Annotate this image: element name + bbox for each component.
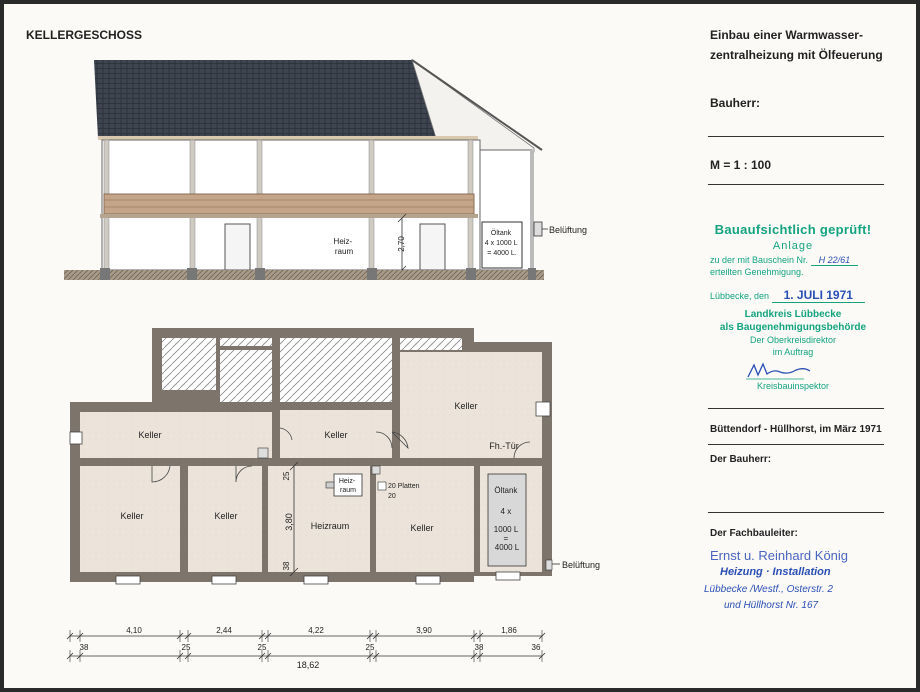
- stair-post: [258, 448, 268, 458]
- dim-top-row: [126, 626, 517, 635]
- stamp-date-line: [710, 288, 865, 302]
- room-heizraum: Heizraum: [310, 521, 350, 531]
- stamp-bottom-line: [708, 408, 884, 409]
- elev-oiltank-label: Öltank 4 x 1000 L = 4000 L.: [484, 230, 518, 257]
- project-title-line1: Einbau einer Warmwasser-: [710, 28, 863, 42]
- scale-line: [708, 184, 884, 185]
- vent-plan: [546, 560, 552, 570]
- stamp-authority4: im Auftrag: [772, 347, 814, 357]
- elev-height-label: 2,70: [397, 236, 406, 252]
- drawing-sheet: [4, 4, 916, 688]
- floor-plan: [4, 4, 704, 688]
- drawing-title: KELLERGESCHOSS: [26, 28, 143, 42]
- scale-label: M = 1 : 100: [710, 158, 772, 172]
- room-keller-top-left: Keller: [138, 430, 162, 440]
- room-keller-top-mid: Keller: [324, 430, 348, 440]
- stamp-authority1: Landkreis Lübbecke: [744, 309, 842, 320]
- stamp-date-prefix: Lübbecke, den: [710, 291, 770, 301]
- unexcavated-5: [220, 338, 272, 346]
- stamp-role: Kreisbauinspektor: [756, 381, 830, 391]
- bauherr-label: Bauherr:: [710, 96, 761, 110]
- room-keller-bottom-left: Keller: [120, 511, 144, 521]
- stamp-signature: [744, 359, 814, 383]
- stamp-permit-prefix: zu der mit Bauschein Nr.: [710, 255, 809, 265]
- dim-38-left: 38: [79, 643, 89, 652]
- stamp-line4: erteilten Genehmigung.: [710, 267, 804, 277]
- contractor-trade: Heizung · Installation: [720, 566, 831, 578]
- dim-410: 4,10: [126, 626, 142, 635]
- room-keller-bottom-2: Keller: [214, 511, 238, 521]
- room-keller-bottom-4: Keller: [410, 523, 434, 533]
- place-date-line: [708, 444, 884, 445]
- contractor-address2: und Hüllhorst Nr. 167: [724, 600, 819, 611]
- stamp-authority3: Der Oberkreisdirektor: [749, 335, 837, 345]
- boiler-flange: [326, 482, 334, 488]
- contractor-address1: Lübbecke /Westf., Osterstr. 2: [704, 584, 833, 595]
- plan-oiltank-label: Öltank 4 x 1000 L = 4000 L: [493, 486, 520, 552]
- dim-380: 3,80: [284, 513, 294, 531]
- stamp-authority2: als Baugenehmigungsbehörde: [719, 322, 867, 333]
- dim-25-a: 25: [181, 643, 191, 652]
- dim-25-b: 25: [257, 643, 267, 652]
- dim-422: 4,22: [308, 626, 324, 635]
- fachbauleiter-label: Der Fachbauleiter:: [710, 528, 798, 539]
- stamp-anlage: Anlage: [772, 240, 814, 252]
- place-date: Büttendorf - Hüllhorst, im März 1971: [710, 424, 882, 435]
- unexcavated-4: [400, 338, 462, 350]
- bauherr-line: [708, 136, 884, 137]
- platten-label: 20 Platten 20: [388, 483, 420, 500]
- elev-heizraum-label: Heiz- raum: [333, 237, 354, 256]
- dim-25-c: 25: [365, 643, 375, 652]
- contractor-name: Ernst u. Reinhard König: [710, 548, 849, 563]
- unexcavated-2: [220, 350, 272, 402]
- der-bauherr-line: [708, 512, 884, 513]
- dim-bottom-row: [80, 643, 541, 652]
- der-bauherr-label: Der Bauherr:: [710, 454, 772, 465]
- fh-tuer-label: Fh.-Tür: [489, 441, 519, 451]
- stamp-permit-no: H 22/61: [811, 255, 859, 266]
- dim-244: 2,44: [216, 626, 232, 635]
- project-title-line2: zentralheizung mit Ölfeuerung: [710, 48, 883, 62]
- chimney: [372, 466, 380, 474]
- dim-38-right: 38: [474, 643, 484, 652]
- unexcavated-3: [280, 338, 392, 402]
- dim-38-vertical: 38: [282, 561, 291, 571]
- dim-390: 3,90: [416, 626, 432, 635]
- elev-belueftung-label: Belüftung: [549, 225, 588, 235]
- platten-marker: [378, 482, 386, 490]
- room-keller-top-right: Keller: [454, 401, 478, 411]
- dim-186: 1,86: [501, 626, 517, 635]
- stamp-date: 1. JULI 1971: [772, 288, 865, 303]
- dim-36: 36: [531, 643, 541, 652]
- dim-total: 18,62: [296, 660, 320, 670]
- stamp-heading: Bauaufsichtlich geprüft!: [714, 222, 872, 237]
- plan-belueftung-label: Belüftung: [562, 560, 601, 570]
- stamp-line3: [710, 255, 858, 265]
- unexcavated-1: [162, 338, 216, 390]
- small-heizraum-label: Heiz- raum: [338, 478, 356, 494]
- dim-25-vertical: 25: [282, 471, 291, 481]
